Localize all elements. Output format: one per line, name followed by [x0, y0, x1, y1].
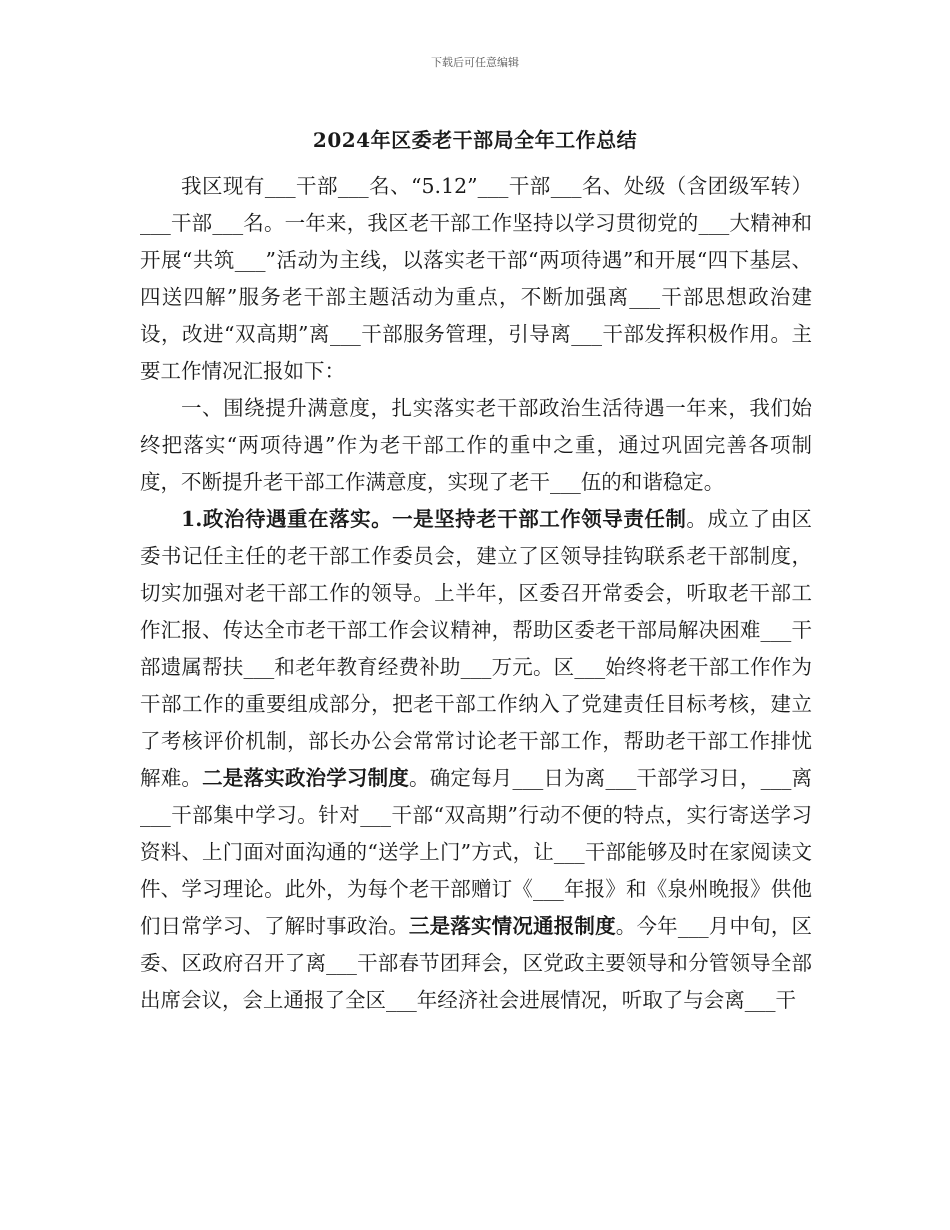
- text-run-1: 。成立了由区委书记任主任的老干部工作委员会，建立了区领导挂钩联系老干部制度，切实加强对老干部工作的领导。上半年，区委召开常委会，听取老干部工作汇报、传达全市老干部工作会议精神，帮助区委老干部局解决困难___干部遗属帮扶___和老年教育经费补助___万元。区___始终将老干部工作作为干部工作的重要组成部分，把老干部工作纳入了党建责任目标考核，建立了考核评价机制，部长办公会常常讨论老干部工作，帮助老干部工作排忧解难。: [140, 507, 812, 790]
- document-body: [140, 168, 812, 1019]
- bold-heading-3: 三是落实情况通报制度: [408, 914, 616, 938]
- text-run-3: 。今年___月中旬，区委、区政府召开了离___干部春节团拜会，区党政主要领导和分管领导全部出席会议，会上通报了全区___年经济社会进展情况，听取了与会离___干: [140, 914, 813, 1012]
- document-title: 2024年区委老干部局全年工作总结: [312, 128, 638, 152]
- bold-heading-2: 二是落实政治学习制度: [202, 766, 409, 790]
- header-note: 下载后可任意编辑: [431, 56, 519, 69]
- text-run-2: 。确定每月___日为离___干部学习日，___离___干部集中学习。针对___干部“双高期”行动不便的特点，实行寄送学习资料、上门面对面沟通的“送学上门”方式，让___干部能够及时在家阅读文件、学习理论。此外，为每个老干部赠订《___年报》和《泉州晚报》供他们日常学习、了解时事政治。: [140, 766, 813, 938]
- paragraph-section-one: 一、围绕提升满意度，扎实落实老干部政治生活待遇一年来，我们始终把落实“两项待遇”作为老干部工作的重中之重，通过巩固完善各项制度，不断提升老干部工作满意度，实现了老干___伍的和谐稳定。: [140, 396, 812, 494]
- paragraph-intro: 我区现有___干部___名、“5.12”___干部___名、处级（含团级军转）___干部___名。一年来，我区老干部工作坚持以学习贯彻党的___大精神和开展“共筑___”活动为主线，以落实老干部“两项待遇”和开展“四下基层、四送四解”服务老干部主题活动为重点，不断加强离___干部思想政治建设，改进“双高期”离___干部服务管理，引导离___干部发挥积极作用。主要工作情况汇报如下：: [140, 174, 812, 383]
- bold-heading-1: 1.政治待遇重在落实。一是坚持老干部工作领导责任制: [181, 507, 687, 531]
- paragraph-political-treatment: [140, 501, 812, 1019]
